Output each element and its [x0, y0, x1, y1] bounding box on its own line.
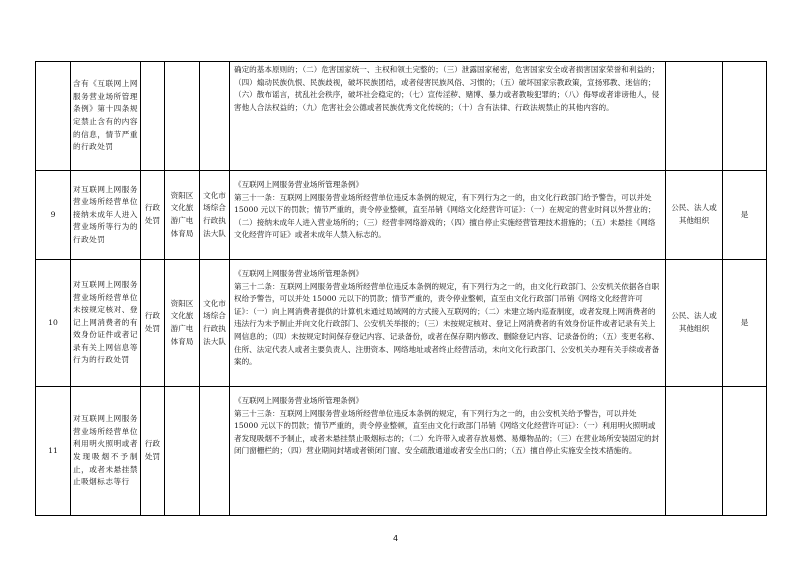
table-row	[36, 260, 767, 387]
item-name: 对互联网上网服务营业场所经营单位接纳未成年人进入营业场所等行为的行政处罚	[71, 171, 141, 260]
legal-basis-body: 第三十二条：互联网上网服务营业场所经营单位违反本条例的规定，有下列行为之一的，由文化行政部门、公安机关依据各自职权给予警告，可以并处 15000 元以下的罚款；情节严重的，责令停业整顿，直至由文化行政部门吊销《网络文化经营许可证》：（一）向上网消费者提供的计算机未通过局域网的方式接入互联网的；（二）未建立场内巡查制度，或者发现上网消费者的违法行为未予制止并向文化行政部门、公安机关举报的；（三）未按规定核对、登记上网消费者的有效身份证件或者记录有关上网信息的；（四）未按规定时间保存登记内容、记录备份，或者在保存期内修改、删除登记内容、记录备份的；（五）变更名称、住所、法定代表人或者主要负责人、注册资本、网络地址或者终止经营活动，未向文化行政部门、公安机关办理有关手续或者备案的。	[234, 281, 660, 367]
responsible-department: 资阳区文化旅游广电体育局	[165, 171, 200, 260]
item-type	[141, 62, 165, 171]
target-subject: 公民、法人或其他组织	[666, 171, 723, 260]
legal-basis-title: 《互联网上网服务营业场所管理条例》	[234, 269, 364, 278]
item-type: 行政处罚	[141, 171, 165, 260]
table-row	[36, 171, 767, 260]
legal-basis-body: 确定的基本原则的；（二）危害国家统一、主权和领土完整的；（三）泄露国家秘密，危害国家安全或者损害国家荣誉和利益的；（四）煽动民族仇恨、民族歧视，破坏民族团结，或者侵害民族风俗、习惯的；（五）破坏国家宗教政策，宣扬邪教、迷信的；（六）散布谣言，扰乱社会秩序，破坏社会稳定的；（七）宣传淫秽、赌博、暴力或者教唆犯罪的；（八）侮辱或者诽谤他人，侵害他人合法权益的；（九）危害社会公德或者民族优秀文化传统的；（十）含有法律、行政法规禁止的其他内容的。	[234, 65, 660, 112]
executing-unit	[200, 62, 230, 171]
item-name: 含有《互联网上网服务营业场所管理条例》第十四条规定禁止含有的内容的信息，情节严重的行政处罚	[71, 62, 141, 171]
applicable-mark: 是	[723, 171, 767, 260]
legal-basis-body: 第三十一条：互联网上网服务营业场所经营单位违反本条例的规定，有下列行为之一的，由文化行政部门给予警告，可以并处 15000 元以下的罚款；情节严重的，责令停业整顿，直至吊销《网络文化经营许可证》：（一）在规定的营业时间以外营业的；（二）接纳未成年人进入营业场所的；（三）经营非网络游戏的；（四）擅自停止实施经营管理技术措施的；（五）未悬挂《网络文化经营许可证》或者未成年人禁入标志的。	[234, 192, 656, 240]
item-name: 对互联网上网服务营业场所经营单位利用明火照明或者发现吸烟不予制止，或者未悬挂禁止吸烟标志等行	[71, 387, 141, 516]
law-enforcement-table	[35, 61, 767, 516]
table-row	[36, 387, 767, 516]
target-subject: 公民、法人或其他组织	[666, 260, 723, 387]
page-number: 4	[393, 534, 399, 543]
responsible-department: 资阳区文化旅游广电体育局	[165, 260, 200, 387]
applicable-mark	[723, 387, 767, 516]
executing-unit: 文化市场综合行政执法大队	[200, 171, 230, 260]
applicable-mark	[723, 62, 767, 171]
row-number: 10	[36, 260, 71, 387]
responsible-department	[165, 62, 200, 171]
legal-basis	[230, 62, 666, 171]
item-name: 对互联网上网服务营业场所经营单位未按规定核对、登记上网消费者的有效身份证件或者记录有关上网信息等行为的行政处罚	[71, 260, 141, 387]
row-number	[36, 62, 71, 171]
executing-unit: 文化市场综合行政执法大队	[200, 260, 230, 387]
applicable-mark: 是	[723, 260, 767, 387]
legal-basis-title: 《互联网上网服务营业场所管理条例》	[234, 180, 364, 189]
target-subject	[666, 62, 723, 171]
item-type: 行政处罚	[141, 260, 165, 387]
executing-unit	[200, 387, 230, 516]
row-number: 11	[36, 387, 71, 516]
row-number: 9	[36, 171, 71, 260]
responsible-department	[165, 387, 200, 516]
legal-basis	[230, 387, 666, 516]
legal-basis-body: 第三十三条：互联网上网服务营业场所经营单位违反本条例的规定，有下列行为之一的，由公安机关给予警告，可以并处 15000 元以下的罚款；情节严重的，责令停业整顿，直至由文化行政部门吊销《网络文化经营许可证》：（一）利用明火照明或者发现吸烟不予制止，或者未悬挂禁止吸烟标志的；（二）允许带入或者存放易燃、易爆物品的；（三）在营业场所安装固定的封闭门窗栅栏的；（四）营业期间封堵或者锁闭门窗、安全疏散通道或者安全出口的；（五）擅自停止实施安全技术措施的。	[234, 408, 660, 456]
legal-basis	[230, 260, 666, 387]
legal-basis	[230, 171, 666, 260]
legal-basis-title: 《互联网上网服务营业场所管理条例》	[234, 396, 364, 405]
item-type: 行政处罚	[141, 387, 165, 516]
table-row	[36, 62, 767, 171]
target-subject	[666, 387, 723, 516]
